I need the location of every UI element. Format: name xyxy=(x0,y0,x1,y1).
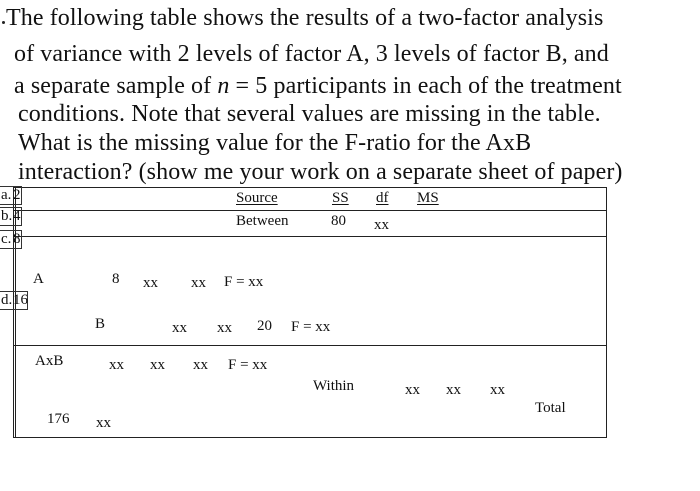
option-b-letter: b. xyxy=(1,208,13,224)
axb-ss: xx xyxy=(109,357,124,373)
option-a-letter: a. xyxy=(1,187,12,203)
question-line-6: interaction? (show me your work on a separate sheet of paper) xyxy=(18,159,623,185)
total-source: Total xyxy=(535,400,566,416)
option-c-letter: c. xyxy=(1,231,12,247)
header-ms: MS xyxy=(417,190,439,206)
option-b-value: 4 xyxy=(13,208,21,224)
question-line-3 xyxy=(14,72,622,100)
question-line-2: of variance with 2 levels of factor A, 3 levels of factor B, and xyxy=(14,41,609,67)
header-ss: SS xyxy=(332,190,349,206)
axb-f: F = xx xyxy=(228,357,268,373)
question-line-3-suffix: = 5 participants in each of the treatment xyxy=(229,73,622,99)
b-ms: 20 xyxy=(257,318,272,334)
question-line-4: conditions. Note that several values are missing in the table. xyxy=(18,101,601,127)
axb-df: xx xyxy=(150,357,165,373)
between-ss: 80 xyxy=(331,213,346,229)
total-df: xx xyxy=(96,415,111,431)
option-d-value: 16 xyxy=(13,292,28,308)
sample-size-variable: n xyxy=(217,73,230,99)
header-df: df xyxy=(376,190,389,206)
axb-source: AxB xyxy=(35,353,64,369)
within-ss: xx xyxy=(405,382,420,398)
table-divider-2 xyxy=(13,236,607,237)
table-divider-1 xyxy=(13,210,607,211)
option-a-value: 2 xyxy=(13,187,21,203)
b-source: B xyxy=(95,316,106,332)
bullet-dot xyxy=(2,21,5,24)
question-line-5: What is the missing value for the F-ratio for the AxB xyxy=(18,130,532,156)
question-line-3-prefix: a separate sample of xyxy=(14,73,218,99)
table-divider-3 xyxy=(13,345,607,346)
a-df: xx xyxy=(143,275,158,291)
a-source: A xyxy=(33,271,44,287)
between-source: Between xyxy=(236,213,289,229)
total-ss: 176 xyxy=(47,411,70,427)
question-line-1: The following table shows the results of a two-factor analysis xyxy=(6,5,604,31)
a-ss: 8 xyxy=(112,271,120,287)
header-source: Source xyxy=(236,190,278,206)
b-ss: xx xyxy=(172,320,187,336)
within-ms: xx xyxy=(490,382,505,398)
option-d-letter: d. xyxy=(1,292,13,308)
b-df: xx xyxy=(217,320,232,336)
b-f: F = xx xyxy=(291,319,331,335)
a-f: F = xx xyxy=(224,274,264,290)
within-source: Within xyxy=(313,378,355,394)
option-c-value: 8 xyxy=(13,231,21,247)
within-df: xx xyxy=(446,382,461,398)
between-df: xx xyxy=(374,217,389,233)
axb-ms: xx xyxy=(193,357,208,373)
anova-table xyxy=(13,187,607,438)
a-ms: xx xyxy=(191,275,206,291)
